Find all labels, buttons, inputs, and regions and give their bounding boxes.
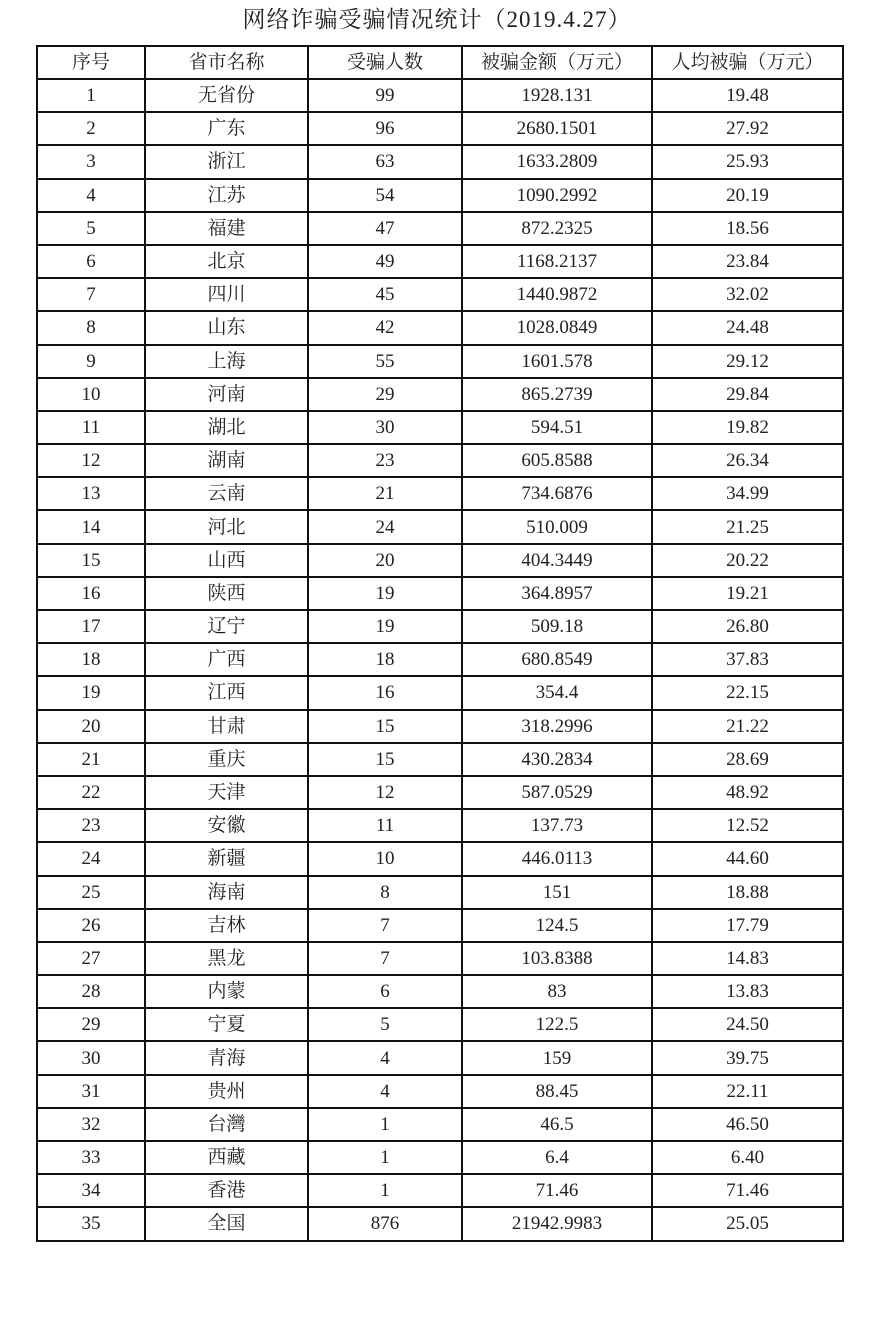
cell-province: 海南 [145,876,308,909]
cell-index: 14 [37,510,145,543]
table-row [37,1075,843,1108]
cell-amount: 88.45 [462,1075,652,1108]
table-row [37,378,843,411]
cell-average: 18.56 [652,212,843,245]
table-row [37,477,843,510]
cell-average: 25.93 [652,145,843,178]
cell-index: 1 [37,79,145,112]
cell-average: 24.50 [652,1008,843,1041]
cell-index: 30 [37,1041,145,1074]
cell-province: 广东 [145,112,308,145]
cell-amount: 605.8588 [462,444,652,477]
cell-victims: 4 [308,1041,462,1074]
cell-province: 福建 [145,212,308,245]
cell-index: 4 [37,179,145,212]
table-body [37,79,843,1241]
cell-amount: 83 [462,975,652,1008]
fraud-statistics-table [36,45,844,1242]
cell-victims: 42 [308,311,462,344]
table-row [37,577,843,610]
cell-victims: 49 [308,245,462,278]
cell-province: 台灣 [145,1108,308,1141]
cell-province: 山东 [145,311,308,344]
cell-amount: 865.2739 [462,378,652,411]
cell-amount: 680.8549 [462,643,652,676]
cell-province: 宁夏 [145,1008,308,1041]
cell-province: 广西 [145,643,308,676]
cell-average: 19.82 [652,411,843,444]
table-row [37,1207,843,1240]
header-province: 省市名称 [145,46,308,79]
header-amount: 被骗金额（万元） [462,46,652,79]
cell-province: 甘肃 [145,710,308,743]
cell-province: 上海 [145,345,308,378]
cell-average: 23.84 [652,245,843,278]
cell-amount: 364.8957 [462,577,652,610]
cell-province: 新疆 [145,842,308,875]
cell-index: 9 [37,345,145,378]
cell-average: 6.40 [652,1141,843,1174]
cell-index: 10 [37,378,145,411]
table-row [37,876,843,909]
cell-average: 20.22 [652,544,843,577]
cell-victims: 63 [308,145,462,178]
cell-amount: 510.009 [462,510,652,543]
cell-average: 29.12 [652,345,843,378]
cell-victims: 47 [308,212,462,245]
cell-victims: 16 [308,676,462,709]
table-row [37,212,843,245]
cell-index: 35 [37,1207,145,1240]
cell-index: 12 [37,444,145,477]
cell-province: 天津 [145,776,308,809]
cell-province: 河南 [145,378,308,411]
cell-victims: 11 [308,809,462,842]
cell-average: 34.99 [652,477,843,510]
cell-victims: 20 [308,544,462,577]
cell-amount: 1928.131 [462,79,652,112]
cell-average: 17.79 [652,909,843,942]
cell-index: 6 [37,245,145,278]
cell-victims: 1 [308,1174,462,1207]
table-row [37,610,843,643]
cell-index: 5 [37,212,145,245]
cell-province: 全国 [145,1207,308,1240]
cell-province: 江苏 [145,179,308,212]
cell-victims: 1 [308,1108,462,1141]
cell-average: 22.15 [652,676,843,709]
cell-average: 71.46 [652,1174,843,1207]
cell-index: 31 [37,1075,145,1108]
cell-province: 江西 [145,676,308,709]
cell-amount: 1090.2992 [462,179,652,212]
cell-average: 27.92 [652,112,843,145]
cell-average: 25.05 [652,1207,843,1240]
cell-index: 34 [37,1174,145,1207]
table-row [37,710,843,743]
cell-index: 33 [37,1141,145,1174]
table-row [37,909,843,942]
cell-average: 22.11 [652,1075,843,1108]
cell-amount: 21942.9983 [462,1207,652,1240]
cell-victims: 18 [308,643,462,676]
cell-victims: 10 [308,842,462,875]
cell-victims: 23 [308,444,462,477]
cell-amount: 587.0529 [462,776,652,809]
cell-index: 7 [37,278,145,311]
table-row [37,842,843,875]
table-row [37,1008,843,1041]
cell-index: 13 [37,477,145,510]
cell-victims: 15 [308,743,462,776]
cell-average: 37.83 [652,643,843,676]
cell-average: 18.88 [652,876,843,909]
table-row [37,975,843,1008]
cell-victims: 21 [308,477,462,510]
table-row [37,809,843,842]
table-row [37,942,843,975]
cell-province: 无省份 [145,79,308,112]
table-row [37,776,843,809]
cell-province: 重庆 [145,743,308,776]
cell-index: 3 [37,145,145,178]
cell-province: 陕西 [145,577,308,610]
cell-amount: 1633.2809 [462,145,652,178]
cell-province: 河北 [145,510,308,543]
table-row [37,676,843,709]
cell-province: 吉林 [145,909,308,942]
cell-index: 23 [37,809,145,842]
table-row [37,544,843,577]
cell-province: 青海 [145,1041,308,1074]
header-index: 序号 [37,46,145,79]
cell-province: 云南 [145,477,308,510]
table-row [37,79,843,112]
cell-average: 12.52 [652,809,843,842]
cell-amount: 6.4 [462,1141,652,1174]
cell-amount: 1028.0849 [462,311,652,344]
cell-average: 39.75 [652,1041,843,1074]
cell-province: 浙江 [145,145,308,178]
cell-average: 19.48 [652,79,843,112]
cell-amount: 509.18 [462,610,652,643]
cell-index: 25 [37,876,145,909]
cell-victims: 6 [308,975,462,1008]
cell-index: 16 [37,577,145,610]
cell-amount: 1601.578 [462,345,652,378]
cell-province: 贵州 [145,1075,308,1108]
cell-amount: 404.3449 [462,544,652,577]
cell-index: 19 [37,676,145,709]
cell-index: 26 [37,909,145,942]
table-row [37,145,843,178]
cell-amount: 159 [462,1041,652,1074]
cell-amount: 872.2325 [462,212,652,245]
cell-province: 安徽 [145,809,308,842]
cell-average: 20.19 [652,179,843,212]
cell-index: 17 [37,610,145,643]
cell-average: 21.25 [652,510,843,543]
cell-victims: 876 [308,1207,462,1240]
cell-province: 黑龙 [145,942,308,975]
cell-amount: 122.5 [462,1008,652,1041]
cell-amount: 318.2996 [462,710,652,743]
cell-victims: 12 [308,776,462,809]
cell-victims: 55 [308,345,462,378]
cell-index: 2 [37,112,145,145]
cell-average: 14.83 [652,942,843,975]
cell-average: 44.60 [652,842,843,875]
cell-average: 26.34 [652,444,843,477]
cell-victims: 19 [308,577,462,610]
cell-average: 13.83 [652,975,843,1008]
table-row [37,278,843,311]
cell-amount: 734.6876 [462,477,652,510]
cell-victims: 45 [308,278,462,311]
cell-victims: 24 [308,510,462,543]
cell-amount: 354.4 [462,676,652,709]
cell-victims: 8 [308,876,462,909]
cell-average: 29.84 [652,378,843,411]
cell-amount: 151 [462,876,652,909]
cell-index: 22 [37,776,145,809]
table-row [37,179,843,212]
cell-amount: 124.5 [462,909,652,942]
table-row [37,1174,843,1207]
cell-index: 20 [37,710,145,743]
cell-average: 21.22 [652,710,843,743]
header-victims: 受骗人数 [308,46,462,79]
cell-index: 11 [37,411,145,444]
table-row [37,311,843,344]
table-row [37,112,843,145]
cell-index: 18 [37,643,145,676]
cell-index: 27 [37,942,145,975]
cell-amount: 1440.9872 [462,278,652,311]
cell-index: 8 [37,311,145,344]
cell-victims: 19 [308,610,462,643]
cell-province: 山西 [145,544,308,577]
cell-province: 内蒙 [145,975,308,1008]
cell-province: 湖北 [145,411,308,444]
cell-index: 21 [37,743,145,776]
cell-amount: 1168.2137 [462,245,652,278]
cell-province: 四川 [145,278,308,311]
cell-amount: 430.2834 [462,743,652,776]
cell-average: 26.80 [652,610,843,643]
cell-victims: 29 [308,378,462,411]
cell-index: 32 [37,1108,145,1141]
cell-victims: 30 [308,411,462,444]
cell-victims: 15 [308,710,462,743]
cell-victims: 5 [308,1008,462,1041]
cell-province: 西藏 [145,1141,308,1174]
cell-amount: 71.46 [462,1174,652,1207]
cell-average: 19.21 [652,577,843,610]
table-row [37,345,843,378]
table-row [37,1108,843,1141]
cell-victims: 96 [308,112,462,145]
cell-amount: 446.0113 [462,842,652,875]
cell-index: 15 [37,544,145,577]
cell-average: 48.92 [652,776,843,809]
cell-index: 29 [37,1008,145,1041]
cell-province: 香港 [145,1174,308,1207]
cell-amount: 594.51 [462,411,652,444]
cell-amount: 46.5 [462,1108,652,1141]
table-row [37,643,843,676]
header-row [37,46,843,79]
table-row [37,510,843,543]
cell-index: 24 [37,842,145,875]
cell-index: 28 [37,975,145,1008]
header-average: 人均被骗（万元） [652,46,843,79]
cell-victims: 7 [308,942,462,975]
cell-victims: 1 [308,1141,462,1174]
table-row [37,411,843,444]
table-row [37,1141,843,1174]
cell-victims: 7 [308,909,462,942]
cell-average: 32.02 [652,278,843,311]
cell-average: 28.69 [652,743,843,776]
cell-amount: 137.73 [462,809,652,842]
cell-amount: 103.8388 [462,942,652,975]
cell-victims: 4 [308,1075,462,1108]
document-title: 网络诈骗受骗情况统计（2019.4.27） [242,7,632,32]
cell-province: 辽宁 [145,610,308,643]
cell-province: 湖南 [145,444,308,477]
table-row [37,743,843,776]
cell-average: 46.50 [652,1108,843,1141]
table-row [37,444,843,477]
table-row [37,245,843,278]
cell-average: 24.48 [652,311,843,344]
cell-province: 北京 [145,245,308,278]
cell-victims: 99 [308,79,462,112]
table-row [37,1041,843,1074]
cell-victims: 54 [308,179,462,212]
cell-amount: 2680.1501 [462,112,652,145]
